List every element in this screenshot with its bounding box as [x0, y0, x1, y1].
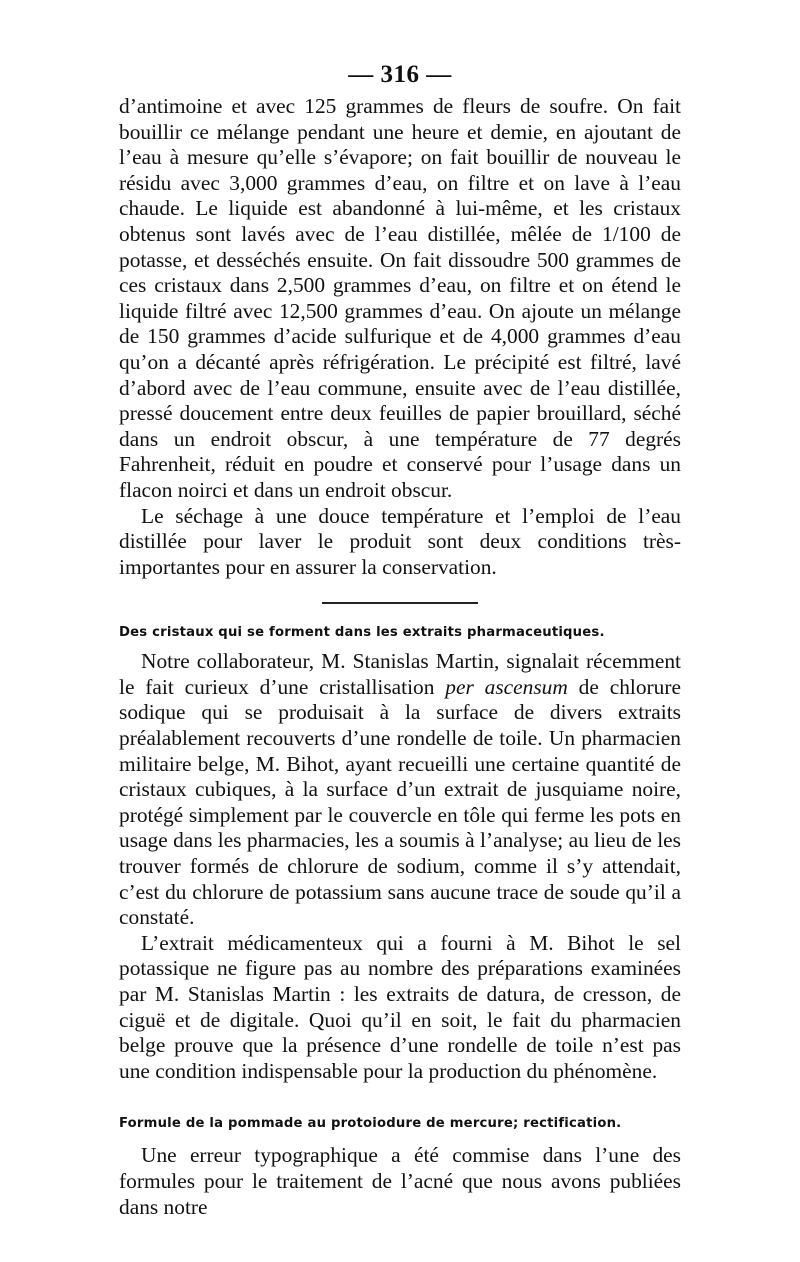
- section-divider: [322, 602, 478, 604]
- crystals-text-end: de chlorure sodique qui se produisait à la surface de divers extraits préalablement recouverts d’une rondelle de toile. Un pharmacien militaire belge, M. Bihot, ayant recueilli une certaine quantité de cristaux cubiques, à la surface d’un extrait de jusquiame noire, protégé simplement par le couvercle en tôle qui ferme les pots en usage dans les pharmacies, les a soumis à l’analyse; au lieu de les trouver formés de chlorure de sodium, comme il s’y attendait, c’est du chlorure de potassium sans aucune trace de soude qu’il a constaté.: [119, 674, 681, 930]
- intro-paragraph-2: Le séchage à une douce température et l’emploi de l’eau distillée pour laver le produit sont deux conditions très-importantes pour en assurer la conservation.: [119, 503, 681, 579]
- crystals-paragraph-1: [119, 649, 681, 931]
- section-heading-pommade: Formule de la pommade au protoiodure de mercure; rectification.: [119, 1116, 622, 1132]
- crystals-paragraph-2: L’extrait médicamenteux qui a fourni à M. Bihot le sel potassique ne figure pas au nombre des préparations examinées par M. Stanislas Martin : les extraits de datura, de cresson, de ciguë et de digitale. Quoi qu’il en soit, le fait du pharmacien belge prouve que la présence d’une rondelle de toile n’est pas une condition indispensable pour la production du phénomène.: [119, 930, 681, 1083]
- page-number: — 316 —: [348, 61, 452, 88]
- book-page: [119, 58, 681, 1220]
- intro-paragraph-1: d’antimoine et avec 125 grammes de fleurs de soufre. On fait bouillir ce mélange pendant une heure et demie, en ajoutant de l’eau à mesure qu’elle s’évapore; on fait bouillir de nouveau le résidu avec 3,000 grammes d’eau, on filtre et on lave à l’eau chaude. Le liquide est abandonné à lui-même, et les cristaux obtenus sont lavés avec de l’eau distillée, mêlée de 1/100 de potasse, et desséchés ensuite. On fait dissoudre 500 grammes de ces cristaux dans 2,500 grammes d’eau, on filtre et on étend le liquide filtré avec 12,500 grammes d’eau. On ajoute un mélange de 150 grammes d’acide sulfurique et de 4,000 grammes d’eau qu’on a décanté après réfrigération. Le précipité est filtré, lavé d’abord avec de l’eau commune, ensuite avec de l’eau distillée, pressé doucement entre deux feuilles de papier brouillard, séché dans un endroit obscur, à une température de 77 degrés Fahrenheit, réduit en poudre et conservé pour l’usage dans un flacon noirci et dans un endroit obscur.: [119, 94, 681, 502]
- crystals-italic-term: per ascensum: [445, 674, 568, 699]
- crystals-text-start: Notre collaborateur, M. Stanislas Martin, signalait récemment le fait curieux d’une cristallisation: [119, 649, 681, 699]
- section-heading-crystals: Des cristaux qui se forment dans les extraits pharmaceutiques.: [119, 625, 605, 641]
- pommade-paragraph-1: Une erreur typographique a été commise dans l’une des formules pour le traitement de l’acné que nous avons publiées dans notre: [119, 1143, 681, 1219]
